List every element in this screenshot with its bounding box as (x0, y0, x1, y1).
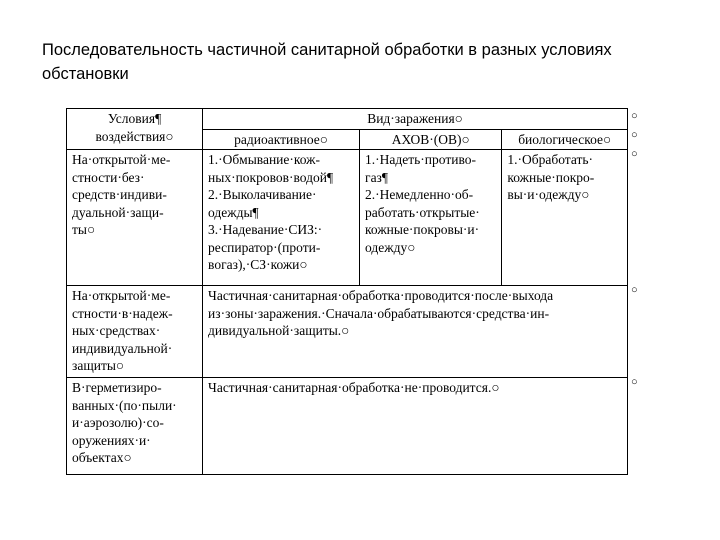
condition-cell-sealed-structures (67, 378, 203, 475)
cell-line: В·герметизиро- (72, 380, 162, 395)
cell-line: 3.·Надевание·СИЗ:· (208, 222, 323, 237)
cell-line: газ¶ (365, 169, 389, 185)
cell-line: защиты○ (72, 358, 125, 373)
header-conditions-line: Условия¶ (107, 111, 162, 126)
cell-line: ванных·(по·пыли· (72, 397, 177, 413)
cell-line: средств·индиви- (72, 187, 167, 202)
header-contamination-type: Вид·заражения○ (203, 109, 628, 130)
cell-line: 1.·Обработать· (507, 152, 594, 167)
cell-line: 1.·Надеть·противо- (365, 152, 477, 167)
header-conditions-line: воздействия○ (95, 128, 174, 144)
cell-line: ных·покровов·водой¶ (208, 169, 334, 185)
subheader-radioactive: радиоактивное○ (203, 129, 360, 150)
slide-title: Последовательность частичной санитарной обработки в разных условиях обстановки (42, 41, 612, 83)
cell-line: Частичная·санитарная·обработка·проводится·после·выхода (208, 288, 554, 303)
row-end-mark: ○ (631, 284, 638, 296)
cell-line: дивидуальной·защиты.○ (208, 323, 350, 338)
cell-line: 2.·Выколачивание· (208, 187, 317, 202)
cell-line: 1.·Обмывание·кож- (208, 152, 321, 167)
cell-line: из·зоны·заражения.·Сначала·обрабатываются·средства·ин- (208, 305, 550, 321)
header-conditions-cell (67, 109, 203, 150)
cell-line: На·открытой·ме- (72, 288, 171, 303)
cell-line: респиратор·(проти- (208, 239, 321, 255)
cell-line: На·открытой·ме- (72, 152, 171, 167)
cell-line: объектах○ (72, 450, 132, 465)
chemical-cell (360, 150, 502, 286)
row-end-mark: ○ (631, 148, 638, 160)
condition-cell-open-no-ppe (67, 150, 203, 286)
sanitary-treatment-table (66, 108, 628, 475)
row-end-mark: ○ (631, 129, 638, 141)
subheader-chemical: АХОВ·(ОВ)○ (360, 129, 502, 150)
merged-cell-not-performed (203, 378, 628, 475)
cell-line: Частичная·санитарная·обработка·не·проводится.○ (208, 380, 500, 395)
merged-cell-after-exit (203, 286, 628, 378)
cell-line: ных·средствах· (72, 323, 161, 338)
cell-line: индивидуальной· (72, 340, 173, 356)
cell-line: дуальной·защи- (72, 204, 164, 220)
cell-line: одежду○ (365, 239, 416, 255)
condition-cell-open-with-ppe (67, 286, 203, 378)
cell-line: кожные·покро- (507, 169, 595, 185)
cell-line: вы·и·одежду○ (507, 187, 590, 202)
row-end-mark: ○ (631, 110, 638, 122)
cell-line: 2.·Немедленно·об- (365, 187, 474, 202)
subheader-biological: биологическое○ (502, 129, 628, 150)
cell-line: ты○ (72, 222, 96, 237)
cell-line: и·аэрозолю)·со- (72, 415, 164, 430)
cell-line: одежды¶ (208, 204, 259, 220)
row-end-mark: ○ (631, 376, 638, 388)
radioactive-cell (203, 150, 360, 286)
cell-line: вогаз),·СЗ·кожи○ (208, 257, 308, 272)
biological-cell (502, 150, 628, 286)
cell-line: кожные·покровы·и· (365, 222, 480, 237)
cell-line: оружениях·и· (72, 432, 151, 448)
cell-line: стности·в·надеж- (72, 305, 173, 321)
cell-line: стности·без· (72, 169, 145, 185)
cell-line: работать·открытые· (365, 204, 480, 220)
